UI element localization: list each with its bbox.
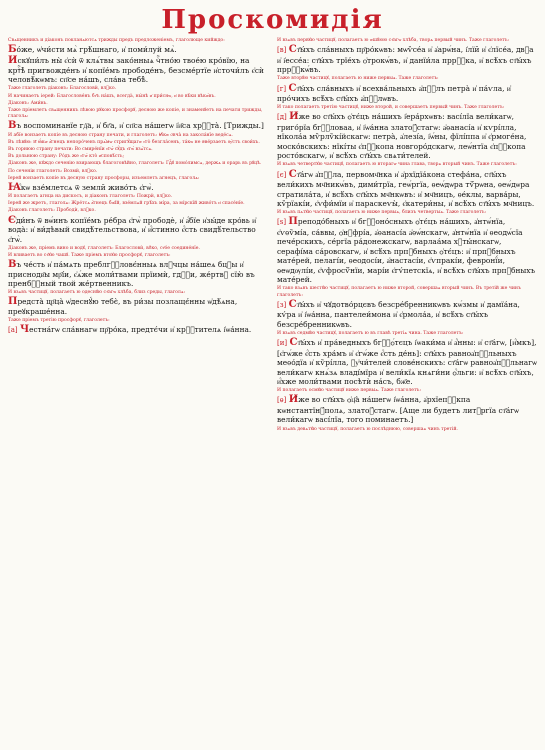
rubric	[8, 169, 268, 175]
prayer-paragraph	[8, 56, 268, 85]
initial-letter: С	[288, 298, 297, 310]
rubric	[8, 208, 268, 214]
verse-number: [ѕ]	[277, 218, 287, 227]
rubric	[8, 94, 268, 100]
initial-letter: С	[288, 82, 297, 94]
rubric-text: И взѧвъ частицꙋ, полагаетъ ю одеснꙋю ст҃агѡ хлѣба, близ среды, глаголѧ:	[8, 290, 186, 296]
paragraph-text: скꙋпи́лъ ны̀ є҆сѝ ѿ клѧ́твы зако́нныѧ чⷭ҇тно́ю твое́ю кро́вїю, на кртⷭ҇ѣ̀ пригвожде́нъ и҆ копїе́мъ прободе́нъ, безсме́ртїе и҆сточи́лъ є҆сѝ человѣ́кѡмъ: сп҃се на́шъ, сла́ва тебѣ̀.	[8, 56, 264, 85]
rubric-text: И взѧвъ девѧтꙋю частицꙋ, полагаетъ ю послѣднюю, совершаѧ чинъ третій.	[277, 426, 458, 432]
prayer-paragraph	[8, 325, 268, 336]
initial-letter: И	[289, 111, 299, 123]
rubric-text: Таже пріемлетъ свѧщенникъ лѣвою рꙋкою просфорꙋ, десною же копіе, и знаменꙋетъ на печати трижды, глаголѧ:	[8, 108, 263, 120]
paragraph-text: т҃ы́хъ сла́вныхъ и҆ всехва́льныхъ а҆пⷭ҇лъ петра̀ и҆ па́ѵла, и҆ про́чихъ всѣ́хъ ст҃ы́хъ а҆пⷭ҇лѡвъ.	[277, 83, 511, 103]
verse-number: [ѳ]	[277, 396, 287, 405]
paragraph-text: т҃ы́хъ сла́вныхъ пр҃ро́кѡвъ: мѡѷсе́а и҆ а҆арѡ́на, і҆лїи̑ и҆ є҆лїсе́а, двⷣа и҆ і҆ессе́а: ст҃ы́хъ трїе́хъ ѻ҆трокѡ́въ, и҆ данїи́ла пррⷪ҇ка, и҆ всѣ́хъ ст҃ы́хъ пррⷪ҇кѡ́въ.	[277, 45, 534, 75]
rubric	[8, 86, 268, 92]
rubric	[8, 201, 268, 207]
verse-number: [г]	[277, 84, 287, 93]
rubric-text: Іерей же жретъ, глаголѧ: Жре́тсѧ а҆́гнецъ бж҃їй, взе́млѧй грѣ́хъ мі́ра, за мі́рскїй живо́тъ и҆ спасе́нїе.	[8, 201, 245, 207]
rubric	[8, 161, 268, 167]
rubric	[277, 210, 537, 216]
paragraph-text: т҃ы́хъ и҆ пра́ведныхъ бгⷪ҇ѻ́тєцъ і҆ѡаки́ма и҆ а҆́нны: и҆ ст҃а́гѡ, [и҆́мкъ], [є҆гѡ́же є҆́сть хра́мъ и҆ є҆гѡ́же є҆́сть де́нь]: ст҃ы́хъ равноа҆пⷭ҇льныхъ меѳо́дїа и҆ кѷрі́лла, ᲂу҆чи́телей слове́нскихъ: ст҃а́гѡ равноа҆пⷭ҇льнагѡ вели́кагѡ кнѧ́зѧ владі́мїра и҆ вели́кїѧ кнѧги́ни ѻ҆́льги: и҆ всѣ́хъ ст҃ы́хъ, и҆́хже моли́твами посѣтѝ на́съ, бж҃е.	[277, 338, 537, 387]
rubric-text: Свѧщенникъ и діаконъ покланѧютсѧ трижды предъ предложеніемъ, глаголюще кийждо:	[8, 38, 225, 43]
rubric-text: Діаконъ же, кꙋждо сеченію взирающъ благоговѣйно, глаголетъ: Гдⷭ҇ꙋ помо́лимсѧ, держѧ и орарь въ рꙋцѣ.	[8, 161, 262, 167]
rubric-text: И полагаетъ агнца на дискосъ, и діаконъ глаголетъ: Пожрѝ, влⷣко.	[8, 194, 173, 200]
paragraph-text: естна́гѡ сла́внагѡ пр҃ро́ка, предтє́чи и҆ крⷭ҇тителѧ і҆ѡа́нна.	[29, 325, 252, 335]
paragraph-text: ́же во ст҃ы́хъ ѻ҆тє́цъ на́шихъ і҆ера́рхѡвъ: васі́лїа вели́кагѡ, григо́рїа бгⷭ҇ловаа, и҆ і҆ѡа́нна златоꙋ́стагѡ: а҆ѳанасі́а и҆ кѵрі́лла, нїкола́а мѷрлѷкі́йскагѡ: петра̀, а҆лезі́а, і҆ѡ́ны, фїлі́ппа и҆ є҆рмоге́на, моско́вскихъ: нїкі́ты є҆пⷭ҇копа новгоро́дскагѡ, леѡ́нтїа є҆пⷭ҇копа росто́вскагѡ, и҆ всѣ́хъ ст҃ы́хъ свѧти́телей.	[277, 112, 527, 161]
rubric	[8, 133, 268, 139]
initial-letter: И	[288, 394, 299, 406]
rubric	[8, 147, 268, 153]
paragraph-text: т҃ы́хъ и҆ чꙋдотво́рцєвъ безсре́бренникѡвъ кѡ́змы и҆ дамїа́на, кѵ́ра и҆ і҆ѡа́нна, пантелеи́мона и҆ є҆рмола́а, и҆ всѣ́хъ ст҃ы́хъ безсре́бренникѡвъ.	[277, 299, 520, 329]
paragraph-text: ҆́кѡ взе́млетсѧ ѿ земли̑ живо́тъ є҆гѡ̀.	[20, 182, 154, 192]
rubric-text: Іерей вонзаетъ копіе въ десную страну просфоры, изъемлетъ агнецъ, глаголѧ:	[8, 175, 200, 181]
prayer-paragraph	[8, 260, 268, 289]
paragraph-text: т҃а́гѡ а҆пⷭ҇ла, первомч҃нка и҆ а҆рхїдїа́кона стефа́на, ст҃ы́хъ вели́кихъ мч҃никѡ́въ, дими́трїа, геѡ́ргїа, ѳеѡ́дѡра тѷ́рѡна, ѳеѡ́дѡра стратила́та, и҆ всѣ́хъ ст҃ы́хъ мч҃нкѡвъ: и҆ мч҃ницъ, ѳе́клы, варва́ры, кѷрїакі́и, є҆ѵфи́мїи и҆ параскеѵы̀, є҆катери́ны, и҆ всѣ́хъ ст҃ы́хъ мч҃ницъ.	[277, 169, 535, 209]
right-column	[277, 38, 537, 434]
rubric	[277, 331, 537, 337]
rubric	[8, 38, 268, 44]
prayer-paragraph	[277, 217, 537, 285]
initial-letter: С	[289, 337, 298, 349]
prayer-paragraph	[8, 45, 268, 55]
prayer-paragraph	[277, 300, 537, 330]
rubric	[277, 162, 537, 168]
paragraph-text: реподо́бныхъ и҆ бгⷭ҇оно́сныхъ ѻ҆тє́цъ на́шихъ, а҆нтѡ́нїа, є҆ѵѳѷмі́а, са́ввы, ѻ҆нꙋфрі́а, а҆ѳанасі́а а҆ѳѡ́нскагѡ, а҆нтѡ́нїа и҆ ѳеодѡ́сїа пече́рскихъ, се́ргїа ра́донежскагѡ, варлаа́ма хꙋты́нскагѡ, серафі́ма са́ровскагѡ, и҆ всѣ́хъ прпⷣбныхъ ѻ҆тє́цъ: и҆ прпⷣбныхъ мате́рей, пелагі́и, ѳеодосі́и, а҆настасі́и, є҆ѵпракі́и, февронї́и, ѳеѡдѹлі́и, є҆ѵфросѷ́нїи, марі́и є҆гѵ́петскїѧ, и҆ всѣ́хъ ст҃ы́хъ прпⷣбныхъ мате́рей.	[277, 217, 536, 285]
text-columns	[8, 38, 537, 434]
rubric	[8, 290, 268, 296]
initial-letter: Є	[8, 214, 16, 226]
rubric	[277, 38, 537, 44]
rubric	[277, 388, 537, 394]
rubric-text: И полагаетъ осмꙋю частицꙋ ниже первыѧ. Таже глаголетъ:	[277, 388, 421, 394]
prayer-paragraph	[277, 112, 537, 161]
rubric	[8, 154, 268, 160]
rubric-text: Діаконъ глаголетъ: Прободѝ, влⷣко.	[8, 208, 96, 214]
paragraph-text: ъ че́сть и҆ па́мѧть преблгⷭ҇ловє́нныѧ влⷣчцы на́шеѧ бцⷣы и҆ приснодв҃ы мр҃і́и, є҆ѧ́же моли́твами прїимѝ, гдⷭ҇и, же́ртвꙋ сїю̀ въ пренбⷭ҇ный твой же́ртвенникъ.	[8, 260, 255, 289]
rubric-text: И вливаетъ во ст҃ꙋю чашꙋ. Таже пріемъ втоꙋю просфорꙋ, глаголетъ:	[8, 252, 171, 258]
prayer-paragraph	[277, 338, 537, 387]
paragraph-text: ́же во ст҃ы́хъ ѻ҆ц҃а̀ на́шегѡ і҆ѡа́нна, а҆рхїепⷭ҇кпа кѡнстантїнꙋ́полѧ, златоꙋ́стагѡ. [Аще ли будетъ литꙋргїа ст҃а́гѡ вели́кагѡ васі́лїа, того поминаетъ.]	[277, 395, 519, 425]
rubric-text: И начинаетъ іерей: Благослове́нъ бг҃ъ на́шъ, всегда̀, ны́нѣ и҆ при́снѡ, и҆ во вѣ́ки вѣкѡ́въ.	[8, 93, 216, 99]
initial-letter: Ꙗ	[8, 181, 21, 193]
paragraph-text: ҆ди́нъ ѿ вѡ́инъ копїе́мъ ре́бра є҆гѡ̀ прободѐ, и҆ а҆́бїе и҆зы́де кро́вь и҆ вода̀: и҆ ви́дѣвый свидѣ́тельствова, и҆ и҆́стинно є҆́сть свидѣ́тельство є҆гѡ̀.	[8, 215, 257, 244]
paragraph-text: редста̀ цр҃ца̀ ѡ҆деснꙋ́ю тебє̀, въ ри́зы позлащє́нны ѡ҆дѣ́ѧна, преꙋкраше́нна.	[8, 297, 238, 316]
prayer-paragraph	[277, 45, 537, 75]
rubric-text: И взѧвъ четвертꙋю частицꙋ, полагаетъ ю вторагѡ чина глава, творѧ вторый чинъ. Таже глаголетъ:	[277, 162, 517, 168]
rubric-text: Въ дольнюю страну: Ро́дъ же є҆гѡ̀ кто̀ и҆сповѣ́сть;	[8, 154, 125, 160]
rubric-text: Таже вторꙋю частицꙋ, полагаетъ ю ниже первыѧ. Таже глаголетъ:	[277, 76, 439, 82]
initial-letter: П	[288, 216, 298, 228]
rubric-text: И взѧвъ первꙋю частицꙋ, полагаетъ ю ѡшꙋюю ст҃агѡ хлѣба, творѧ первый чинъ. Таже глаголетъ:	[277, 38, 510, 43]
verse-number: [є]	[277, 170, 287, 179]
rubric-text: Въ лѣвꙋю: И҆ ꙗ҆́кѡ а҆́гнецъ непоро́ченъ прѧ́мѡ стригꙋ́щагѡ є҆го̀ безгла́сенъ, та́кѡ не ѿве́рзаетъ ᲂу҆́стъ свои́хъ.	[8, 139, 260, 145]
rubric	[277, 427, 537, 433]
prayer-paragraph	[8, 183, 268, 193]
rubric	[8, 253, 268, 259]
rubric	[8, 176, 268, 182]
rubric-text: И взѧвъ седмꙋю частицꙋ, полагаетъ ю въ главѣ третіѧ чина. Таже глаголетъ:	[277, 330, 464, 336]
page-title: Проскомидія	[161, 5, 384, 35]
verse-number: [з]	[277, 300, 287, 309]
prayer-paragraph	[8, 297, 268, 316]
initial-letter: Ч	[20, 324, 30, 336]
rubric	[277, 286, 537, 298]
paragraph-text: о́же, ѡ҆чи́сти мѧ̀ грѣ́шнаго, и҆ поми́луй мѧ̀.	[16, 45, 177, 55]
rubric-text: Таже пріемъ третію просфорꙋ, глаголетъ:	[8, 318, 110, 324]
rubric-text: И абїе вонзаетъ копіе въ десною страну печати, и глаголетъ: Ꙗ҆́кѡ ѻ҆вча̀ на закола́нїе веде́сѧ.	[8, 132, 233, 138]
initial-letter: И	[8, 55, 18, 67]
rubric	[8, 246, 268, 252]
rubric	[277, 105, 537, 111]
rubric-text: И взѧвъ пѧтꙋю частицꙋ, полагаетъ ю ниже первыѧ, близъ четвертыѧ. Таже глаголетъ:	[277, 210, 487, 216]
rubric-text: И тако полагаетъ третію частицꙋ, ниже второй, и совершаетъ первый чинъ. Таже глаголетъ:	[277, 105, 505, 111]
rubric	[8, 194, 268, 200]
rubric-text: Въ горнюю страну печати: Во смире́нїи є҆гѡ̀ сꙋ́дъ є҆гѡ̀ взѧ́тсѧ.	[8, 146, 153, 152]
verse-number: [а]	[8, 326, 18, 335]
prayer-paragraph	[277, 84, 537, 104]
initial-letter: Б	[8, 44, 17, 56]
rubric	[277, 76, 537, 82]
rubric	[8, 108, 268, 120]
rubric	[8, 101, 268, 107]
prayer-paragraph	[8, 216, 268, 245]
rubric-text: По сеченіи глаголетъ: Возмѝ, влⷣко.	[8, 168, 98, 174]
initial-letter: В	[8, 259, 17, 271]
rubric-text: Таже глаголетъ діаконъ: Благословѝ, влⷣко.	[8, 86, 117, 92]
rubric	[8, 140, 268, 146]
left-column	[8, 38, 268, 434]
rubric-text: Діаконъ: Ами́нь.	[8, 100, 48, 106]
prayer-paragraph	[277, 395, 537, 425]
initial-letter: С	[288, 168, 297, 180]
prayer-paragraph	[277, 170, 537, 209]
prayer-paragraph	[8, 121, 268, 131]
rubric	[8, 318, 268, 324]
initial-letter: В	[8, 120, 17, 132]
rubric-text: И тако взѧвъ шестꙋю частицꙋ, полагаетъ ю ниже второй, совершаѧ вторый чинъ. Въ третій же чинъ глаголетъ:	[277, 286, 521, 298]
verse-number: [в]	[277, 46, 287, 55]
initial-letter: С	[288, 44, 297, 56]
paragraph-text: ъ воспоминанїе гд҇а, и҆ бг҃а, и҆ сп҃са на́шегѡ і҆и҃са хрⷭ҇та̀. [Трижды.]	[16, 121, 264, 131]
initial-letter: П	[8, 296, 18, 308]
verse-number: [д]	[277, 113, 287, 122]
verse-number: [и]	[277, 339, 288, 348]
rubric-text: Діаконъ же, пріемъ вино и водꙋ, глаголетъ: Благословѝ, влⷣко, ст҃о́е соедине́нїе.	[8, 245, 200, 251]
